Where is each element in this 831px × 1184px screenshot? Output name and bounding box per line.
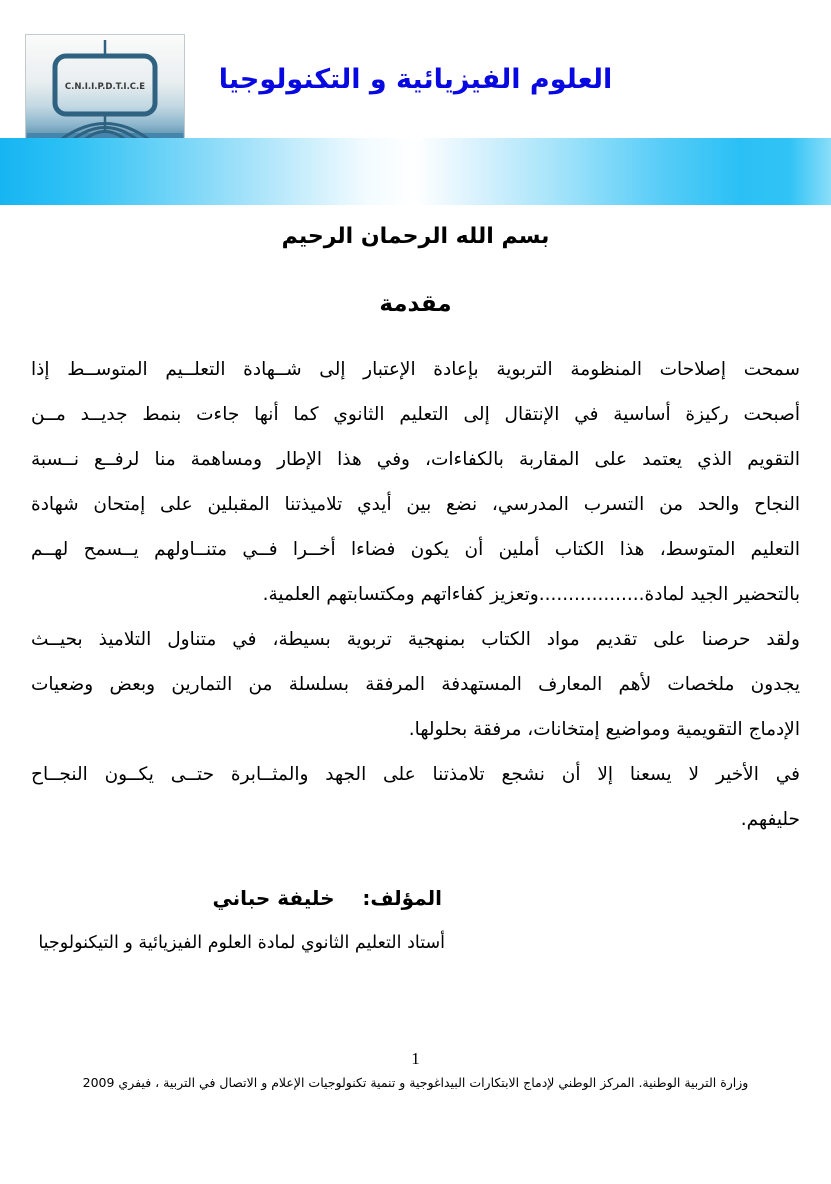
paragraph-line: النجاح والحد من التسرب المدرسي، نضع بين أيدي تلاميذتنا المقبلين على إمتحان شهادة [31,494,800,515]
introduction-heading: مقدمة [379,291,452,317]
body-text [31,347,800,842]
page-number: 1 [411,1049,420,1068]
document-title: العلوم الفيزيائية و التكنولوجيا [218,64,613,95]
paragraph-line: ولقد حرصنا على تقديم مواد الكتاب بمنهجية تربوية بسيطة، في متناول التلاميذ بحيــث [31,629,800,650]
paragraph-line: التقويم الذي يعتمد على المقاربة بالكفاءات، وفي هذا الإطار ومساهمة منا لرفــع نــسبة [31,449,800,470]
paragraph-line: سمحت إصلاحات المنظومة التربوية بإعادة الإعتبار إلى شــهادة التعلــيم المتوســط إذا [31,359,800,380]
logo-acronym-text: C.N.I.I.P.D.T.I.C.E [64,82,146,92]
paragraph-line: بالتحضير الجيد لمادة..................وتعزيز كفاءاتهم ومكتسابتهم العلمية. [262,584,800,605]
paragraph-line: الإدماج التقويمية ومواضيع إمتخانات، مرفقة بحلولها. [408,719,800,740]
paragraph-line: حليفهم. [740,809,800,830]
author-name-line: المؤلف: خليفة حباني [212,886,442,910]
basmala-text: بسم الله الرحمان الرحيم [281,224,550,249]
paragraph-line: في الأخير لا يسعنا إلا أن نشجع تلامذتنا على الجهد والمثــابرة حتــى يكــون النجــاح [31,764,800,785]
paragraph-line: التعليم المتوسط، هذا الكتاب أملين أن يكون فضاءا أخــرا فــي متنــاولهم يــسمح لهــم [31,539,800,560]
paragraph-line: أصبحت ركيزة أساسية في الإنتقال إلى التعليم الثانوي كما أنها جاءت بنمط جديــد مــن [31,404,800,425]
footer-credit-line: وزارة التربية الوطنية. المركز الوطني لإدماج الابتكارات البيداغوجية و تنمية تكنولوجيات الإعلام و الاتصال في التربية ، فيفري 2009 [82,1075,749,1090]
header-gradient-banner [0,138,831,205]
paragraph-line: يجدون ملخصات لأهم المعارف المستهدفة المرفقة بسلسلة من التمارين وبعض وضعيات [31,674,800,695]
author-role-line: أستاد التعليم الثانوي لمادة العلوم الفيزيائية و التيكنولوجيا [38,933,445,953]
